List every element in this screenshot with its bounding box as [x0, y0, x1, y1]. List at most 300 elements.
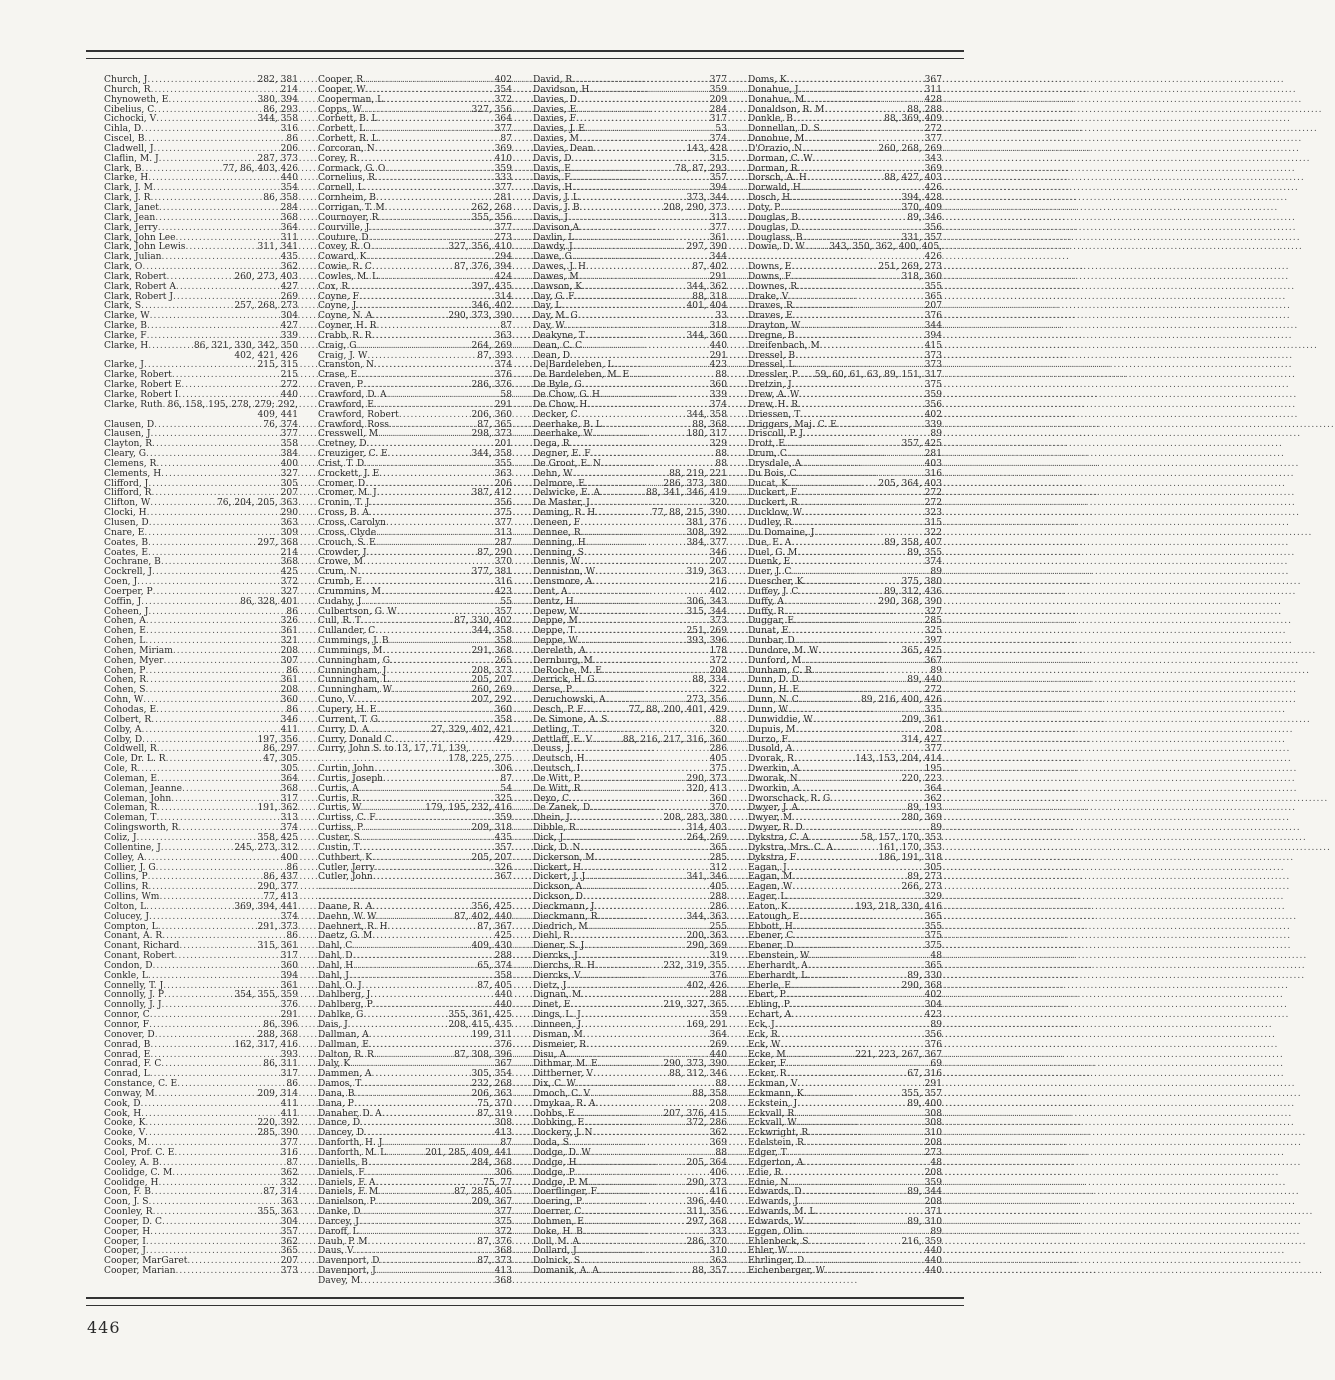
entry-name: Daly, K [318, 1059, 351, 1070]
entry-name: Covey, R. O [318, 242, 371, 253]
entry-pages: 360 [280, 695, 298, 706]
entry-name: Davison,A [533, 222, 580, 233]
entry-pages: 87, 330, 402 [454, 616, 512, 627]
entry-pages: 89, 344 [907, 1187, 942, 1198]
entry-name: Ebenstein, W [748, 951, 810, 962]
entry-name: Current, T. G [318, 714, 378, 725]
entry-pages: 371 [924, 1207, 942, 1218]
entry-pages: 367 [494, 872, 512, 883]
entry-pages: 344, 358 [686, 409, 727, 420]
entry-name: Daehn, W. W [318, 911, 377, 922]
entry-name: Conrad, B [104, 1039, 151, 1050]
entry-name: Douglass, B [748, 232, 803, 243]
entry-pages: 402 [494, 75, 512, 85]
entry-name: Dahl, J [318, 970, 349, 981]
entry-name: Crawford, E [318, 399, 374, 410]
entry-pages: 315 [709, 153, 727, 164]
entry-name: Ecke, M [748, 1049, 786, 1060]
entry-pages: 208 [709, 665, 727, 676]
entry-name: Cooper, D. C [104, 1216, 162, 1227]
entry-name: Connolly, J. P [104, 990, 164, 1001]
entry-name: Dunford, M [748, 655, 802, 666]
entry-name: Dykstra, F [748, 852, 797, 863]
entry-name: Daehnert, R. H [318, 921, 388, 932]
entry-pages: 169, 291 [686, 1020, 727, 1030]
entry-pages: 374 [280, 823, 298, 834]
entry-pages: 375 [709, 764, 727, 775]
entry-pages: 375 [924, 380, 942, 391]
entry-pages: 214 [280, 84, 298, 95]
entry-name: Denning, H [533, 537, 586, 548]
entry-pages: 77, 88, 215, 390 [651, 508, 727, 519]
entry-name: Dusold, A [748, 744, 793, 755]
entry-name: Connor, F [104, 1020, 150, 1030]
entry-pages: 402 [924, 990, 942, 1001]
entry-pages: 48 [930, 951, 942, 962]
entry-name: Delmore, E [533, 478, 585, 489]
entry-pages: 370 [709, 803, 727, 814]
entry-name: Clark, Robert [104, 271, 167, 282]
entry-pages: 285 [709, 852, 727, 863]
entry-name: Deming, R. H [533, 508, 596, 519]
entry-pages: 316 [494, 577, 512, 588]
entry-pages: 384 [280, 449, 298, 460]
entry-name: Edwards, W [748, 1216, 804, 1227]
entry-name: Clayton, R [104, 439, 153, 450]
entry-name: D'Orazio, N [748, 143, 802, 154]
entry-pages: 58, 157, 170, 353 [861, 832, 942, 843]
entry-name: Dahl, D [318, 951, 353, 962]
entry-name: Coolidge, C. M [104, 1167, 173, 1178]
entry-pages: 362 [280, 1236, 298, 1247]
entry-name: Crowder, J [318, 547, 367, 558]
entry-pages: 368 [280, 212, 298, 223]
entry-pages: 306 [494, 1167, 512, 1178]
entry-pages: 78, 87, 293 [674, 163, 727, 174]
entry-name: Dawes, J. H [533, 262, 586, 273]
page-number: 446 [87, 1318, 121, 1337]
entry-pages: 381, 376 [686, 517, 727, 528]
entry-name: Deakyne, T [533, 330, 585, 341]
entry-name: Dickson, D [533, 892, 583, 903]
entry-name: Dickert, J. J [533, 872, 586, 883]
entry-pages: 87, 365 [477, 419, 512, 430]
entry-pages: 362 [924, 793, 942, 804]
entry-name: Donnellan, D. S [748, 124, 820, 135]
entry-pages: 89, 193 [907, 803, 942, 814]
entry-name: Condon, D [104, 960, 153, 971]
entry-name: Donahue, M [748, 94, 805, 105]
entry-pages: 440 [709, 1049, 727, 1060]
entry-pages: 376 [494, 370, 512, 381]
entry-name: Dernburg, M [533, 655, 593, 666]
entry-pages: 376 [280, 1000, 298, 1011]
entry-pages: 425 [494, 931, 512, 942]
entry-pages: 316 [280, 124, 298, 135]
entry-name: Darcey, J [318, 1216, 359, 1227]
entry-pages: 377 [280, 429, 298, 440]
entry-name: Downs, F [748, 271, 792, 282]
entry-pages: 375 [924, 941, 942, 952]
entry-pages: 286 [709, 744, 727, 755]
entry-name: Dwyer, M [748, 813, 793, 824]
entry-name: Deneen, F [533, 517, 581, 528]
entry-name: De Bardeleben, M. E [533, 370, 630, 381]
entry-name: Cihla, D [104, 124, 142, 135]
entry-name: Danielson, P [318, 1197, 376, 1208]
entry-pages: 359 [494, 163, 512, 174]
entry-name: Dykstra, Mrs. C. A [748, 842, 833, 853]
entry-pages: 77, 413 [263, 892, 298, 903]
entry-name: Dinneen, J [533, 1020, 581, 1030]
entry-name: Dallman, A [318, 1029, 369, 1040]
entry-pages: 76, 204, 205, 363 [217, 498, 298, 509]
entry-name: Dahlberg, P [318, 1000, 373, 1011]
entry-name: Collentine, J [104, 842, 161, 853]
entry-pages: 376 [494, 1039, 512, 1050]
entry-pages: 373 [709, 616, 727, 627]
entry-pages: 89, 440 [907, 675, 942, 686]
entry-name: Clifton, W [104, 498, 151, 509]
entry-pages: 143, 153, 204, 414 [855, 754, 942, 765]
entry-name: Deruchowski, A [533, 695, 606, 706]
entry-pages: 209, 314 [257, 1088, 298, 1099]
entry-pages: 290, 373, 390 [663, 1059, 727, 1070]
entry-pages: 402, 426 [686, 980, 727, 991]
entry-name: Dawes, M [533, 271, 579, 282]
entry-name: Davis, J [533, 212, 568, 223]
entry-pages: 374 [924, 557, 942, 568]
entry-name: Drott, E [748, 439, 785, 450]
entry-name: De Byle, G [533, 380, 582, 391]
entry-name: Dinet, E [533, 1000, 571, 1011]
entry-pages: 409, 430 [471, 941, 512, 952]
entry-pages: 429 [494, 734, 512, 745]
entry-name: Dolnick, S [533, 1256, 581, 1267]
entry-name: Dega, R [533, 439, 570, 450]
entry-name: Depew, W [533, 606, 579, 617]
entry-name: Dvorak, R [748, 754, 794, 765]
entry-name: Coyne, J [318, 301, 357, 312]
entry-pages: 286, 373, 380 [663, 478, 727, 489]
entry-name: Conant, A. R [104, 931, 163, 942]
entry-name: Connolly, J. J [104, 1000, 162, 1011]
entry-pages: 209, 367 [471, 1197, 512, 1208]
entry-name: Decker, C [533, 409, 578, 420]
entry-name: Cournoyer, R [318, 212, 379, 223]
entry-pages: 406 [709, 1167, 727, 1178]
entry-pages: 326 [280, 616, 298, 627]
entry-name: Dockery, J. N [533, 1128, 593, 1139]
entry-name: Dwyer, R. D [748, 823, 803, 834]
entry-pages: 251, 269 [686, 626, 727, 637]
entry-name: Clarke, H [104, 173, 149, 184]
entry-pages: 361 [280, 675, 298, 686]
entry-pages: 280, 369 [901, 813, 942, 824]
entry-name: Dupuis, M [748, 724, 796, 735]
entry-name: Cook, H [104, 1108, 142, 1119]
entry-name: Eckstein, J [748, 1098, 798, 1109]
entry-name: Collins, Wm [104, 892, 160, 903]
entry-name: Curry, John S. to 13, 17, 71, 139, [318, 744, 469, 755]
entry-name: Coen, J [104, 577, 138, 588]
entry-name: Dmykaa, R. A [533, 1098, 596, 1109]
entry-name: Cohen, L [104, 636, 146, 647]
entry-pages: 365 [709, 842, 727, 853]
entry-name: Daroff, L [318, 1226, 359, 1237]
entry-pages: 257, 268, 273 [234, 301, 298, 312]
entry-pages: 376 [924, 311, 942, 322]
entry-pages: 290, 373 [686, 773, 727, 784]
entry-name: Cooks, M [104, 1138, 148, 1149]
entry-pages: 305 [280, 764, 298, 775]
entry-pages: 89, 358, 407 [884, 537, 942, 548]
entry-pages: 89 [930, 1020, 942, 1030]
entry-name: Cunningham, J [318, 665, 387, 676]
entry-name: Coffin, J [104, 596, 142, 607]
entry-name: Clements, H [104, 468, 162, 479]
entry-pages: 373, 344 [686, 193, 727, 204]
entry-name: Clark, J. M [104, 183, 153, 194]
entry-pages: 207 [709, 557, 727, 568]
entry-name: De|Bardeleben, L [533, 360, 614, 371]
entry-pages: 357 [494, 842, 512, 853]
entry-pages: 266, 273 [901, 882, 942, 893]
entry-pages: 372 [280, 577, 298, 588]
entry-pages: 86 [286, 931, 298, 942]
entry-pages: 216, 359 [901, 1236, 942, 1247]
entry-pages: 312 [709, 862, 727, 873]
entry-pages: 373 [924, 350, 942, 361]
entry-name: Cooperman, L [318, 94, 384, 105]
entry-pages: 359 [494, 813, 512, 824]
entry-pages: 377 [494, 222, 512, 233]
entry-name: Collins, P [104, 872, 148, 883]
entry-pages: 320, 413 [686, 783, 727, 794]
entry-pages: 287 [494, 537, 512, 548]
entry-pages: 281 [494, 193, 512, 204]
entry-pages: 88, 216, 217, 316, 360 [622, 734, 727, 745]
entry-pages: 313 [280, 813, 298, 824]
entry-pages: 55 [500, 596, 512, 607]
entry-name: Cooper, H [104, 1226, 151, 1237]
entry-pages: 361 [280, 980, 298, 991]
entry-pages: 354 [494, 84, 512, 95]
entry-name: Cull, R. T [318, 616, 362, 627]
entry-pages: 286, 376 [471, 380, 512, 391]
entry-name: Coyne, F [318, 291, 359, 302]
entry-pages: 380, 394 [257, 94, 298, 105]
entry-name: Dahl, O. J [318, 980, 362, 991]
entry-name: Davidson, H [533, 84, 590, 95]
entry-name: Danforth, M. L [318, 1147, 387, 1158]
entry-pages: 205, 207 [471, 675, 512, 686]
entry-name: Curry, D. A [318, 724, 369, 735]
entry-name: Duel, G. M [748, 547, 798, 558]
entry-name: Ecker, R [748, 1069, 787, 1080]
entry-pages: 272 [924, 488, 942, 499]
entry-pages: 368 [494, 1275, 512, 1286]
entry-pages: 369 [924, 163, 942, 174]
entry-pages: 440 [709, 340, 727, 351]
entry-name: Dahl, C [318, 941, 353, 952]
entry-pages: 88 [715, 714, 727, 725]
entry-name: Dunn, N. C [748, 695, 799, 706]
entry-name: Cohen, P [104, 665, 146, 676]
entry-pages: 339 [280, 330, 298, 341]
entry-name: Copps, W [318, 104, 362, 115]
entry-pages: 87, 405 [477, 980, 512, 991]
entry-pages: 284 [709, 104, 727, 115]
entry-pages: 377 [924, 744, 942, 755]
entry-pages: 359 [709, 1010, 727, 1021]
entry-name: Dettlaff, E. V [533, 734, 593, 745]
entry-name: Cupery, H. E [318, 705, 377, 715]
entry-name: Crawford, D. A [318, 390, 387, 400]
entry-name: Davis, J. B [533, 202, 580, 213]
entry-name: Cole, R [104, 764, 138, 775]
entry-name: Colby, A [104, 724, 142, 735]
entry-name: De Chow, G. H [533, 390, 600, 400]
entry-name: Doda, S [533, 1138, 570, 1149]
entry-pages: 367 [924, 655, 942, 666]
entry-pages: 356 [924, 1029, 942, 1040]
entry-name: Clocki, H [104, 508, 147, 519]
entry-pages: 358, 425 [257, 832, 298, 843]
entry-name: Crockett, J. E [318, 468, 380, 479]
entry-pages: 397 [924, 636, 942, 647]
entry-name: Cooper, R [318, 75, 364, 85]
entry-name: Corcoran, N [318, 143, 375, 154]
entry-pages: 361 [280, 626, 298, 637]
entry-pages: 355, 357 [901, 1088, 942, 1099]
entry-pages: 365 [924, 291, 942, 302]
entry-pages: 206, 363 [471, 1088, 512, 1099]
entry-name: Clausen, D [104, 419, 155, 430]
entry-pages: 440 [924, 1256, 942, 1267]
entry-name: Dittberner, V [533, 1069, 593, 1080]
entry-pages: 410 [494, 153, 512, 164]
entry-name: Douglas, B [748, 212, 798, 223]
entry-name: Davis, E [533, 163, 571, 174]
entry-pages: 359 [709, 84, 727, 95]
leader-dots [176, 1267, 281, 1277]
entry-pages: 290, 368 [901, 980, 942, 991]
entry-pages: 88 [715, 370, 727, 381]
entry-pages: 272 [924, 124, 942, 135]
entry-pages: 161, 170, 353 [878, 842, 942, 853]
index-entry [318, 1277, 512, 1287]
entry-pages: 294 [494, 252, 512, 263]
entry-name: Corrigan, T. M [318, 202, 385, 213]
entry-pages: 317 [280, 951, 298, 962]
entry-name: Clark, O [104, 262, 143, 273]
entry-name: Cutler, Jerry [318, 862, 375, 873]
entry-name: Clarke, W [104, 311, 150, 322]
entry-name: Dworkin, A [748, 783, 800, 794]
entry-pages: 344, 358 [471, 449, 512, 460]
entry-pages: 308 [924, 1108, 942, 1119]
entry-pages: 89, 273 [907, 872, 942, 883]
entry-pages: 440 [924, 1246, 942, 1257]
entry-name: Doll, M. A [533, 1236, 580, 1247]
entry-pages: 264, 269 [686, 832, 727, 843]
entry-name: Doerflinger, F [533, 1187, 597, 1198]
entry-pages: 207 [280, 1256, 298, 1267]
entry-pages: 424 [494, 271, 512, 282]
entry-name: Ebbott, H [748, 921, 793, 932]
entry-pages: 327 [280, 586, 298, 597]
entry-pages: 285, 390 [257, 1128, 298, 1139]
entry-pages: 76, 374 [263, 419, 298, 430]
entry-name: Cuthbert, K [318, 852, 373, 863]
entry-pages: 87, 376 [477, 1236, 512, 1247]
entry-name: Duenk, E [748, 557, 791, 568]
entry-name: Clark, Janet [104, 202, 159, 213]
entry-pages: 363 [709, 1256, 727, 1267]
entry-name: Dunn, H. E [748, 685, 799, 696]
entry-pages: 297, 368 [686, 1216, 727, 1227]
entry-pages: 374 [494, 360, 512, 371]
entry-name: Cole, Dr. L. R [104, 754, 166, 765]
entry-pages: 197, 356 [257, 734, 298, 745]
entry-name: Diener, S. J [533, 941, 585, 952]
entry-pages: 369 [494, 143, 512, 154]
entry-pages: 89, 400 [907, 1098, 942, 1109]
entry-name: Clark, Julian [104, 252, 162, 263]
entry-pages: 321 [280, 636, 298, 647]
entry-name: Conway, M [104, 1088, 155, 1099]
entry-name: Coleman, Jeanne [104, 783, 182, 794]
entry-name: Eckman, V [748, 1079, 798, 1090]
entry-name: Crummins, M [318, 586, 381, 597]
entry-pages: 363 [280, 1197, 298, 1208]
entry-pages: 364 [494, 114, 512, 125]
entry-pages: 215, 315 [257, 360, 298, 371]
entry-pages: 286 [709, 901, 727, 912]
entry-name: Collier, J. G [104, 862, 156, 873]
entry-pages: 47, 305 [263, 754, 298, 765]
entry-name: Dreifenbach, M [748, 340, 820, 351]
entry-name: Dworschack, R. G [748, 793, 831, 804]
entry-name: Cowles, M. L [318, 271, 379, 282]
bottom-rule-thin [86, 1305, 964, 1306]
entry-pages: 207 [924, 301, 942, 312]
entry-pages: 87 [500, 773, 512, 784]
entry-pages: 372 [494, 1226, 512, 1237]
entry-name: Cretney, D [318, 439, 367, 450]
entry-pages: 359 [924, 390, 942, 400]
entry-pages: 354, 355, 359 [234, 990, 298, 1001]
entry-name: Dahlberg, J [318, 990, 371, 1001]
entry-pages: 344 [924, 321, 942, 332]
entry-pages: 400 [280, 458, 298, 469]
entry-name: Cooper, MarGaret [104, 1256, 188, 1267]
entry-name: Crowe, M [318, 557, 364, 568]
entry-pages: 297, 368 [257, 537, 298, 548]
entry-pages: 360 [709, 380, 727, 391]
entry-pages: 403 [924, 458, 942, 469]
entry-name: Eckvall, R [748, 1108, 795, 1119]
entry-pages: 58 [500, 390, 512, 400]
entry-name: Cross, Carolyn [318, 517, 386, 528]
entry-name: Domanik, A. A [533, 1266, 599, 1277]
entry-name: Coyner, H. R [318, 321, 377, 332]
entry-pages: 221, 223, 267, 367 [855, 1049, 942, 1060]
entry-pages: 208 [924, 1197, 942, 1208]
entry-name: Coleman, E [104, 773, 158, 784]
entry-name: Duer, J. C [748, 567, 792, 578]
